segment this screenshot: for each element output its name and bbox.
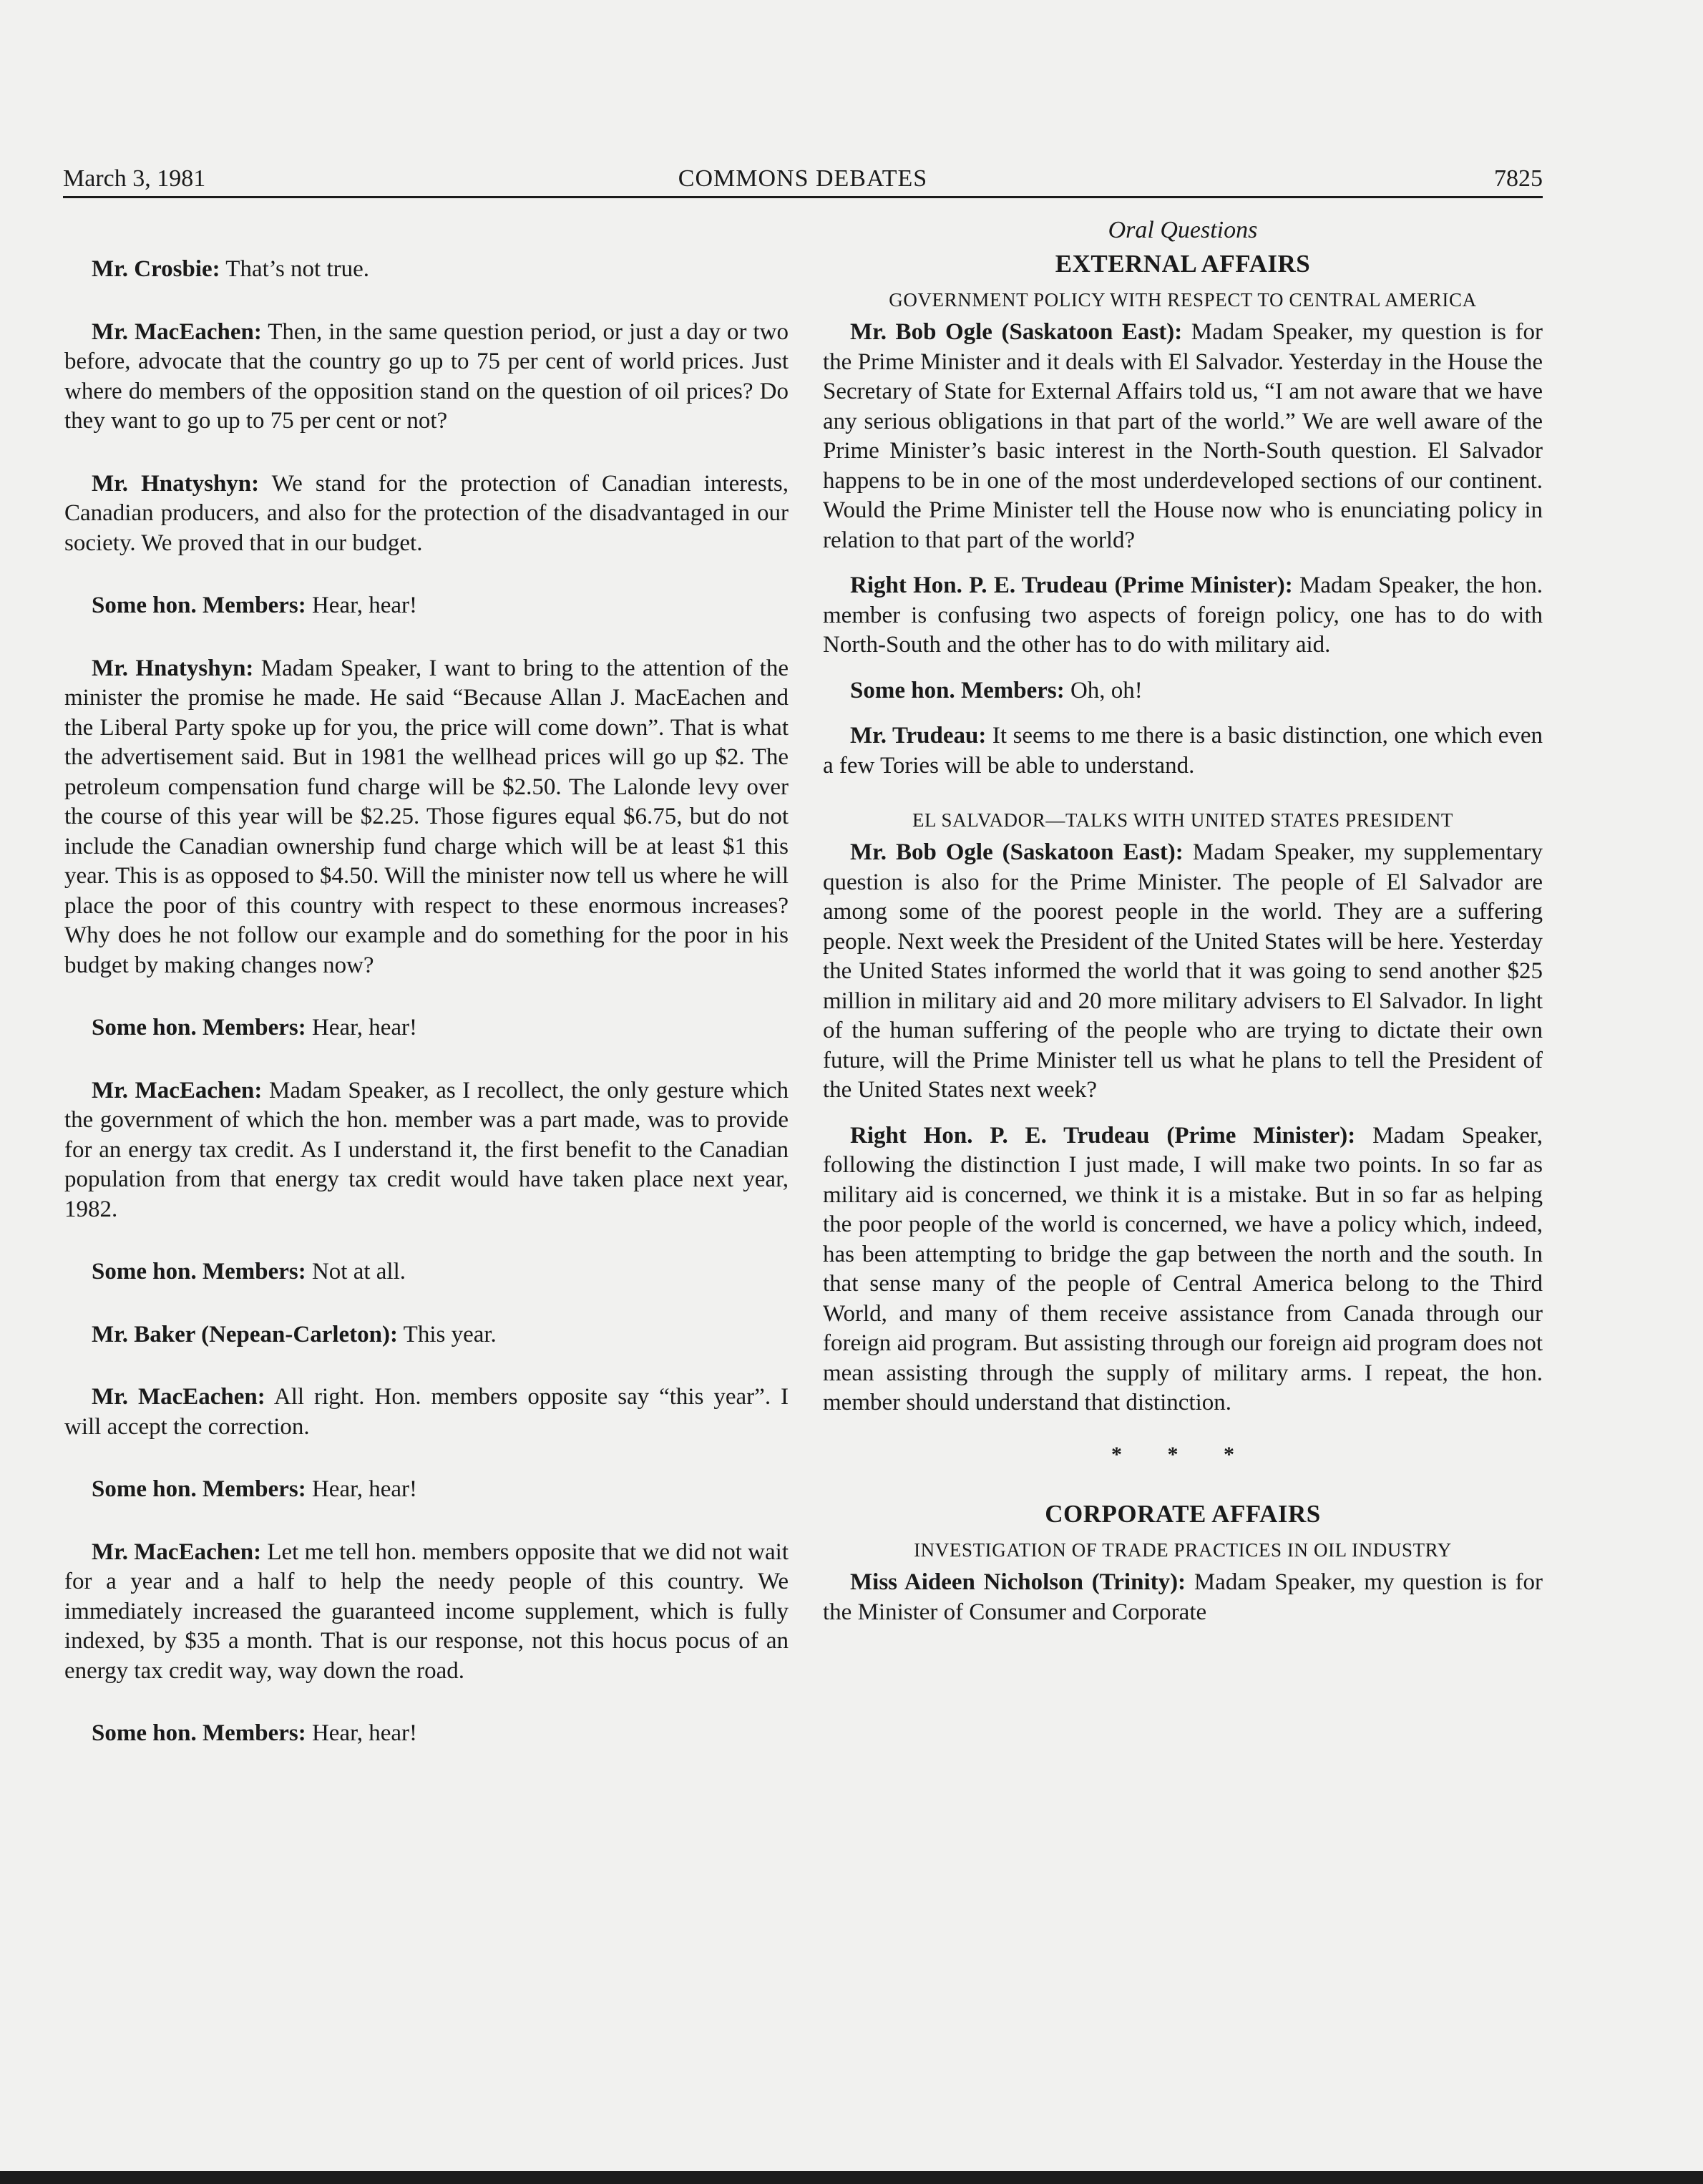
- speaker-name: Mr. MacEachen:: [92, 1539, 262, 1565]
- header-title: COMMONS DEBATES: [678, 165, 928, 192]
- speech-text: All right. Hon. members opposite say “this year”. I will accept the correction.: [64, 1384, 789, 1440]
- speech-text: That’s not true.: [220, 256, 370, 282]
- speech-paragraph: [64, 591, 789, 621]
- speaker-name: Mr. MacEachen:: [92, 318, 262, 345]
- speech-text: Madam Speaker, my question is for the Prime Minister and it deals with El Salvador. Yesterday in the House the Secretary of State for External Affairs told us, “I am not aware that we have any serious obligations in that part of the world.” We are well aware of the Prime Minister’s basic interest in the North-South question. El Salvador happens to be in one of the most underdeveloped sections of our continent. Would the Prime Minister tell the House now who is enunciating policy in relation to that part of the world?: [823, 319, 1543, 553]
- speech-paragraph: [64, 1013, 789, 1043]
- speech-paragraph: [64, 318, 789, 437]
- right-column: [823, 215, 1543, 1627]
- speech-text: Madam Speaker, my supplementary question is also for the Prime Minister. The people of El Salvador are among some of the poorest people in the world. They are a suffering people. Next week the President of the United States will be here. Yesterday the United States informed the world that it was going to send another $25 million in military aid and 20 more military advisers to El Salvador. In light of the human suffering of the people who are trying to dictate their own future, will the Prime Minister tell us what he plans to tell the President of the United States next week?: [823, 839, 1543, 1103]
- header-page-number: 7825: [1494, 165, 1543, 192]
- speech-text: Madam Speaker, as I recollect, the only gesture which the government of which the hon. member was a part made, was to provide for an energy tax credit. As I understand it, the first benefit to the Canadian population from that energy tax credit would have taken place next year, 1982.: [64, 1077, 789, 1222]
- speech-text: It seems to me there is a basic distinction, one which even a few Tories will be able to understand.: [823, 723, 1543, 779]
- section-heading: EXTERNAL AFFAIRS: [1055, 250, 1311, 278]
- speech-paragraph: [64, 1076, 789, 1225]
- speech-paragraph: [64, 1719, 789, 1749]
- speech-text: Hear, hear!: [306, 1015, 418, 1040]
- speaker-name: Mr. Hnatyshyn:: [92, 470, 260, 497]
- subheading: EL SALVADOR—TALKS WITH UNITED STATES PRESIDENT: [912, 809, 1454, 831]
- page-bottom-edge: [0, 2171, 1703, 2184]
- speaker-name: Some hon. Members:: [850, 677, 1065, 703]
- speech-text: Then, in the same question period, or just a day or two before, advocate that the country go up to 75 per cent of world prices. Just where do members of the opposition stand on the question of oil prices? Do they want to go up to 75 per cent or not?: [64, 318, 789, 434]
- speaker-name: Mr. Bob Ogle (Saskatoon East):: [850, 839, 1184, 865]
- speaker-name: Mr. MacEachen:: [92, 1384, 265, 1410]
- speech-paragraph: [64, 1475, 789, 1505]
- speaker-name: Mr. Baker (Nepean-Carleton):: [92, 1321, 399, 1347]
- section-label: Oral Questions: [1108, 217, 1258, 243]
- speech-text: Oh, oh!: [1064, 677, 1143, 703]
- speech-text: Hear, hear!: [306, 1476, 418, 1502]
- speech-paragraph: [64, 469, 789, 559]
- page-header: [63, 163, 1543, 200]
- speech-text: Madam Speaker, the hon. member is confusing two aspects of foreign policy, one has to do with North-South and the other has to do with military aid.: [823, 572, 1543, 658]
- speech-text: Hear, hear!: [306, 593, 418, 618]
- speech-text: Madam Speaker, my question is for the Minister of Consumer and Corporate: [823, 1569, 1543, 1625]
- subheading: GOVERNMENT POLICY WITH RESPECT TO CENTRAL AMERICA: [889, 289, 1477, 311]
- speech-text: Let me tell hon. members opposite that we did not wait for a year and a half to help the needy people of this country. We immediately increased the guaranteed income supplement, which is fully indexed, by $35 a month. That is our response, not this hocus pocus of an energy tax credit way, way down the road.: [64, 1539, 789, 1684]
- speech-paragraph: [823, 1568, 1543, 1627]
- speaker-name: Mr. Hnatyshyn:: [92, 655, 254, 681]
- speech-paragraph: [823, 721, 1543, 781]
- speaker-name: Mr. Crosbie:: [92, 256, 220, 282]
- speaker-name: Some hon. Members:: [92, 1259, 306, 1284]
- speech-paragraph: [823, 676, 1543, 706]
- speech-paragraph: [64, 654, 789, 981]
- speech-text: Hear, hear!: [306, 1720, 418, 1746]
- speech-paragraph: [64, 255, 789, 285]
- speaker-name: Some hon. Members:: [92, 593, 306, 618]
- speaker-name: Some hon. Members:: [92, 1476, 306, 1502]
- speaker-name: Some hon. Members:: [92, 1720, 306, 1746]
- speaker-name: Some hon. Members:: [92, 1015, 306, 1040]
- speech-paragraph: [823, 571, 1543, 660]
- speech-text: This year.: [398, 1321, 497, 1347]
- subheading: INVESTIGATION OF TRADE PRACTICES IN OIL INDUSTRY: [914, 1539, 1452, 1561]
- speaker-name: Mr. MacEachen:: [92, 1077, 263, 1103]
- speech-paragraph: [64, 1257, 789, 1287]
- speaker-name: Miss Aideen Nicholson (Trinity):: [850, 1569, 1186, 1595]
- section-heading: CORPORATE AFFAIRS: [1045, 1500, 1321, 1528]
- speech-paragraph: [64, 1383, 789, 1442]
- section-separator: * * *: [1111, 1442, 1254, 1466]
- speech-text: Madam Speaker, I want to bring to the attention of the minister the promise he made. He said “Because Allan J. MacEachen and the Liberal Party spoke up for you, the price will come down”. That is what the advertisement said. But in 1981 the wellhead prices will go up $2. The petroleum compensation fund charge will be $2.50. The Lalonde levy over the course of this year will be $2.25. Those figures equal $6.75, but do not include the Canadian ownership fund charge which will be at least $1 this year. This is as opposed to $4.50. Will the minister now tell us where he will place the poor of this country with respect to these enormous increases? Why does he not follow our example and do something for the poor in his budget by making changes now?: [64, 655, 789, 978]
- header-rule: [63, 196, 1543, 198]
- speech-paragraph: [823, 1121, 1543, 1418]
- left-column: [64, 215, 789, 1749]
- speaker-name: Mr. Bob Ogle (Saskatoon East):: [850, 319, 1183, 345]
- speech-text: We stand for the protection of Canadian interests, Canadian producers, and also for the protection of the disadvantaged in our society. We proved that in our budget.: [64, 470, 789, 556]
- speaker-name: Mr. Trudeau:: [850, 723, 987, 749]
- speaker-name: Right Hon. P. E. Trudeau (Prime Minister):: [850, 1122, 1356, 1149]
- header-date: March 3, 1981: [63, 165, 206, 192]
- speech-paragraph: [823, 838, 1543, 1106]
- speech-paragraph: [64, 1320, 789, 1350]
- speech-text: Not at all.: [306, 1259, 406, 1284]
- speech-paragraph: [64, 1538, 789, 1687]
- speech-paragraph: [823, 318, 1543, 555]
- speaker-name: Right Hon. P. E. Trudeau (Prime Minister):: [850, 572, 1293, 598]
- speech-text: Madam Speaker, following the distinction I just made, I will make two points. In so far as military aid is concerned, we think it is a mistake. But in so far as helping the poor people of the world is concerned, we have a policy which, indeed, has been attempting to bridge the gap between the north and the south. In that sense many of the people of Central America belong to the Third World, and many of them receive assistance from Canada through our foreign aid program. But assisting through our foreign aid program does not mean assisting through the supply of military arms. I repeat, the hon. member should understand that distinction.: [823, 1122, 1543, 1415]
